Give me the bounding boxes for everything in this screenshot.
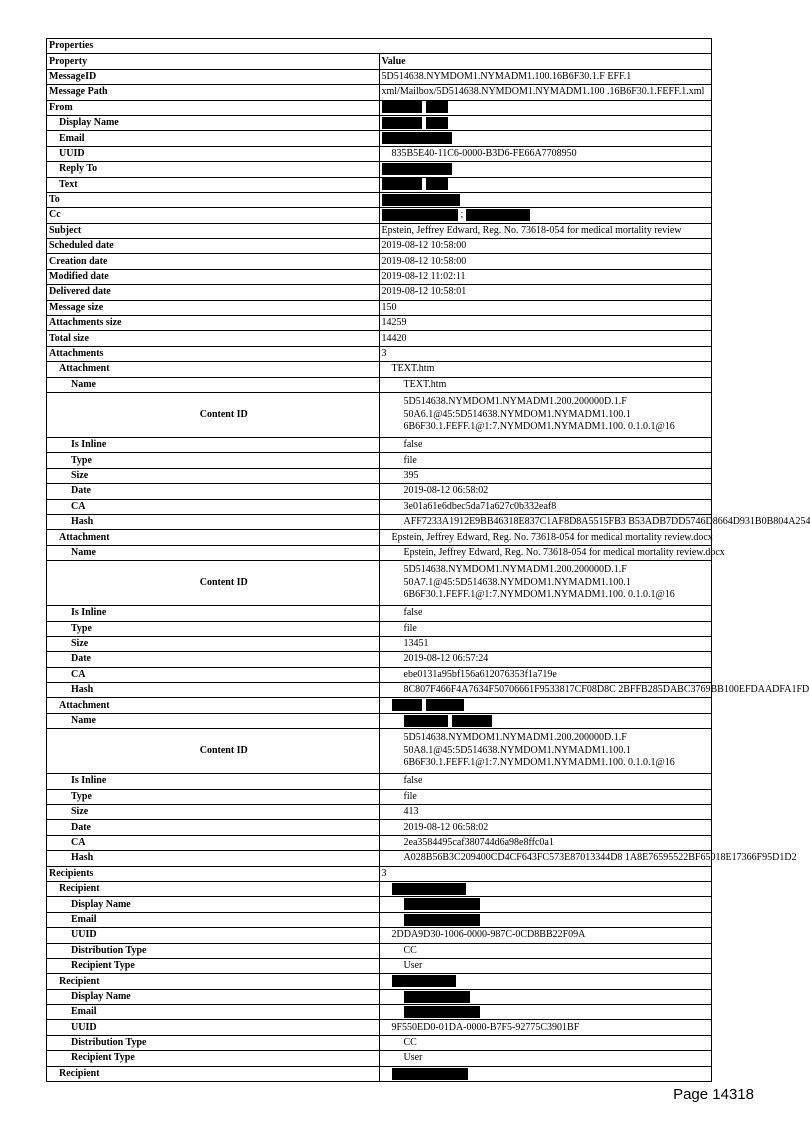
table-row [47,606,712,621]
property-value: 2019-08-12 10:58:01 [379,285,712,300]
property-name: Modified date [47,269,380,284]
redaction-block [426,178,448,190]
content-id-line: 50A6.1@45:5D514638.NYMDOM1.NYMADM1.100.1 [403,408,631,420]
table-row [47,392,712,437]
property-name: Recipient Type [47,1051,380,1066]
table-row [47,131,712,146]
property-value [379,1066,712,1081]
table-row [47,866,712,881]
property-value: 413 [379,805,712,820]
property-value [379,192,712,207]
property-name: Attachment [47,530,380,545]
redaction-block [392,1068,468,1080]
property-value [379,698,712,713]
table-row [47,683,712,698]
property-name: Delivered date [47,285,380,300]
table-row [47,239,712,254]
table-row [47,774,712,789]
property-value: 9F550ED0-01DA-0000-B7F5-92775C3901BF [379,1020,712,1035]
property-value: file [379,789,712,804]
table-row [47,652,712,667]
table-row [47,530,712,545]
property-name: Recipient [47,881,380,896]
table-row [47,545,712,560]
table-row [47,85,712,100]
property-value [379,561,712,606]
property-value: 2019-08-12 10:58:00 [379,254,712,269]
redaction-block [426,117,448,129]
content-id-line: 6B6F30.1.FEFF.1@1:7.NYMDOM1.NYMADM1.100. 0.1.0.1@16 [403,757,675,769]
redaction-block [426,101,448,113]
property-name: Attachments [47,346,380,361]
table-row [47,331,712,346]
property-name: Email [47,912,380,927]
table-row [47,928,712,943]
property-name: UUID [47,1020,380,1035]
table-row [47,300,712,315]
property-name: Text [47,177,380,192]
table-row [47,1051,712,1066]
table-row [47,514,712,529]
property-name: Type [47,789,380,804]
property-name: CA [47,667,380,682]
table-row [47,115,712,130]
content-id-line: 50A8.1@45:5D514638.NYMDOM1.NYMADM1.100.1 [403,744,631,756]
table-row [47,820,712,835]
property-value: User [379,958,712,973]
property-value: TEXT.htm [379,377,712,392]
table-row [47,346,712,361]
property-value: false [379,606,712,621]
property-value: 8C807F466F4A7634F50706661F9533817CF08D8C 2BFFB285DABC3769BB100EFDAADFA1FD [379,683,712,698]
property-value: 395 [379,468,712,483]
property-value: 2ea3584495caf380744d6a98e8ffc0a1 [379,835,712,850]
property-value: 14420 [379,331,712,346]
column-header-value: Value [379,54,712,69]
property-name: To [47,192,380,207]
property-name: Distribution Type [47,1035,380,1050]
column-header-property: Property [47,54,380,69]
content-id-line: 6B6F30.1.FEFF.1@1:7.NYMDOM1.NYMADM1.100. 0.1.0.1@16 [403,421,675,433]
table-row [47,881,712,896]
table-row [47,789,712,804]
content-id-line: 6B6F30.1.FEFF.1@1:7.NYMDOM1.NYMADM1.100. 0.1.0.1@16 [403,589,675,601]
table-row [47,958,712,973]
table-row [47,453,712,468]
property-value: false [379,774,712,789]
property-value [379,392,712,437]
table-row [47,1005,712,1020]
redaction-block [382,163,452,175]
property-value: file [379,621,712,636]
table-row [47,621,712,636]
property-value: 14259 [379,316,712,331]
table-row [47,484,712,499]
property-name: Attachment [47,698,380,713]
property-value: TEXT.htm [379,362,712,377]
property-value [379,912,712,927]
property-name: Hash [47,851,380,866]
table-row [47,362,712,377]
redaction-block [382,132,452,144]
property-name: Reply To [47,162,380,177]
property-value [379,1005,712,1020]
table-row [47,54,712,69]
property-value: 3 [379,866,712,881]
table-row [47,805,712,820]
property-value: 835B5E40-11C6-0000-B3D6-FE66A7708950 [379,146,712,161]
property-name: Subject [47,223,380,238]
property-name: UUID [47,928,380,943]
property-value: 2019-08-12 06:58:02 [379,484,712,499]
property-value: 13451 [379,636,712,651]
section-title: Properties [47,39,712,54]
property-value [379,131,712,146]
property-name: Name [47,713,380,728]
redaction-block [404,914,480,926]
property-name: Email [47,1005,380,1020]
redaction-block [426,699,464,711]
table-row [47,208,712,223]
redaction-block [392,975,456,987]
property-name: UUID [47,146,380,161]
property-value [379,897,712,912]
table-row [47,162,712,177]
table-row [47,1035,712,1050]
page-number: Page 14318 [673,1086,754,1103]
property-name: Recipient Type [47,958,380,973]
property-name: Size [47,468,380,483]
property-value [379,208,712,223]
content-id-line: 5D514638.NYMDOM1.NYMADM1.200.200000D.1.F [403,564,627,576]
property-name: From [47,100,380,115]
property-name: Email [47,131,380,146]
table-row [47,100,712,115]
table-row [47,698,712,713]
property-name: Scheduled date [47,239,380,254]
property-name: Is Inline [47,774,380,789]
property-name: Content ID [47,561,380,606]
table-row [47,285,712,300]
property-name: Date [47,652,380,667]
property-name: Hash [47,683,380,698]
table-row [47,851,712,866]
property-value [379,729,712,774]
property-name: Size [47,636,380,651]
redaction-block [382,194,460,206]
property-name: Date [47,484,380,499]
property-name: Name [47,545,380,560]
property-value: 3 [379,346,712,361]
property-value: xml/Mailbox/5D514638.NYMDOM1.NYMADM1.100 .16B6F30.1.FEFF.1.xml [379,85,712,100]
property-name: Display Name [47,989,380,1004]
property-name: Date [47,820,380,835]
redaction-block [404,898,480,910]
table-row [47,974,712,989]
property-name: Display Name [47,897,380,912]
content-id-line: 5D514638.NYMDOM1.NYMADM1.200.200000D.1.F [403,396,627,408]
property-value: Epstein, Jeffrey Edward, Reg. No. 73618-054 for medical mortality review.docx [379,545,712,560]
table-row [47,437,712,452]
table-row [47,713,712,728]
table-row [47,667,712,682]
property-value: 3e01a61e6dbec5da71a627c0b332eaf8 [379,499,712,514]
table-row [47,223,712,238]
property-value [379,162,712,177]
redaction-block [404,715,448,727]
property-value [379,177,712,192]
table-row [47,561,712,606]
property-value [379,115,712,130]
property-name: Attachment [47,362,380,377]
redaction-block [392,699,422,711]
property-value [379,881,712,896]
property-name: Message Path [47,85,380,100]
property-name: MessageID [47,69,380,84]
table-row [47,39,712,54]
property-name: Recipients [47,866,380,881]
property-name: CA [47,499,380,514]
property-value: 150 [379,300,712,315]
property-value: CC [379,1035,712,1050]
redaction-block [382,209,458,221]
property-value: ebe0131a95bf156a612076353f1a719e [379,667,712,682]
property-value: Epstein, Jeffrey Edward, Reg. No. 73618-054 for medical mortality review [379,223,712,238]
redaction-block [452,715,492,727]
property-name: Content ID [47,729,380,774]
property-name: Distribution Type [47,943,380,958]
property-value [379,974,712,989]
property-value: 5D514638.NYMDOM1.NYMADM1.100.16B6F30.1.F EFF.1 [379,69,712,84]
property-name: Type [47,621,380,636]
table-row [47,499,712,514]
property-name: Recipient [47,1066,380,1081]
table-row [47,912,712,927]
table-row [47,729,712,774]
redaction-block [382,101,422,113]
table-row [47,468,712,483]
redaction-block [392,883,466,895]
property-value: 2019-08-12 10:58:00 [379,239,712,254]
redaction-block [466,209,530,221]
table-row [47,989,712,1004]
table-row [47,177,712,192]
property-name: Recipient [47,974,380,989]
property-name: CA [47,835,380,850]
property-value: file [379,453,712,468]
property-value [379,713,712,728]
table-row [47,146,712,161]
property-name: Display Name [47,115,380,130]
property-value: 2019-08-12 06:57:24 [379,652,712,667]
table-row [47,69,712,84]
property-name: Message size [47,300,380,315]
property-name: Type [47,453,380,468]
property-name: Creation date [47,254,380,269]
table-row [47,897,712,912]
redaction-block [382,117,422,129]
property-value: CC [379,943,712,958]
table-row [47,254,712,269]
table-row [47,377,712,392]
property-value: AFF7233A1912E9BB46318E837C1AF8D8A5515FB3 B53ADB7DD5746D8664D931B0B804A254 [379,514,712,529]
property-value: User [379,1051,712,1066]
content-id-line: 5D514638.NYMDOM1.NYMADM1.200.200000D.1.F [403,732,627,744]
table-row [47,316,712,331]
property-name: Cc [47,208,380,223]
property-name: Total size [47,331,380,346]
property-value: false [379,437,712,452]
redaction-block [404,991,470,1003]
content-id-line: 50A7.1@45:5D514638.NYMDOM1.NYMADM1.100.1 [403,576,631,588]
property-value: 2019-08-12 11:02:11 [379,269,712,284]
table-row [47,636,712,651]
redaction-separator: ; [460,209,464,221]
property-value [379,989,712,1004]
table-row [47,1066,712,1081]
table-row [47,835,712,850]
property-name: Size [47,805,380,820]
redaction-block [382,178,422,190]
property-value: 2019-08-12 06:58:02 [379,820,712,835]
table-row [47,269,712,284]
table-row [47,1020,712,1035]
property-value: 2DDA9D30-1006-0000-987C-0CD8BB22F09A [379,928,712,943]
property-value: Epstein, Jeffrey Edward, Reg. No. 73618-054 for medical mortality review.docx [379,530,712,545]
property-name: Hash [47,514,380,529]
properties-table [46,38,810,1082]
property-name: Content ID [47,392,380,437]
table-row [47,192,712,207]
property-value: A028B56B3C209400CD4CF643FC573E87013344D8 1A8E76595522BF65018E17366F95D1D2 [379,851,712,866]
property-name: Is Inline [47,437,380,452]
property-name: Attachments size [47,316,380,331]
property-value [379,100,712,115]
property-name: Is Inline [47,606,380,621]
redaction-block [404,1006,480,1018]
property-name: Name [47,377,380,392]
table-row [47,943,712,958]
